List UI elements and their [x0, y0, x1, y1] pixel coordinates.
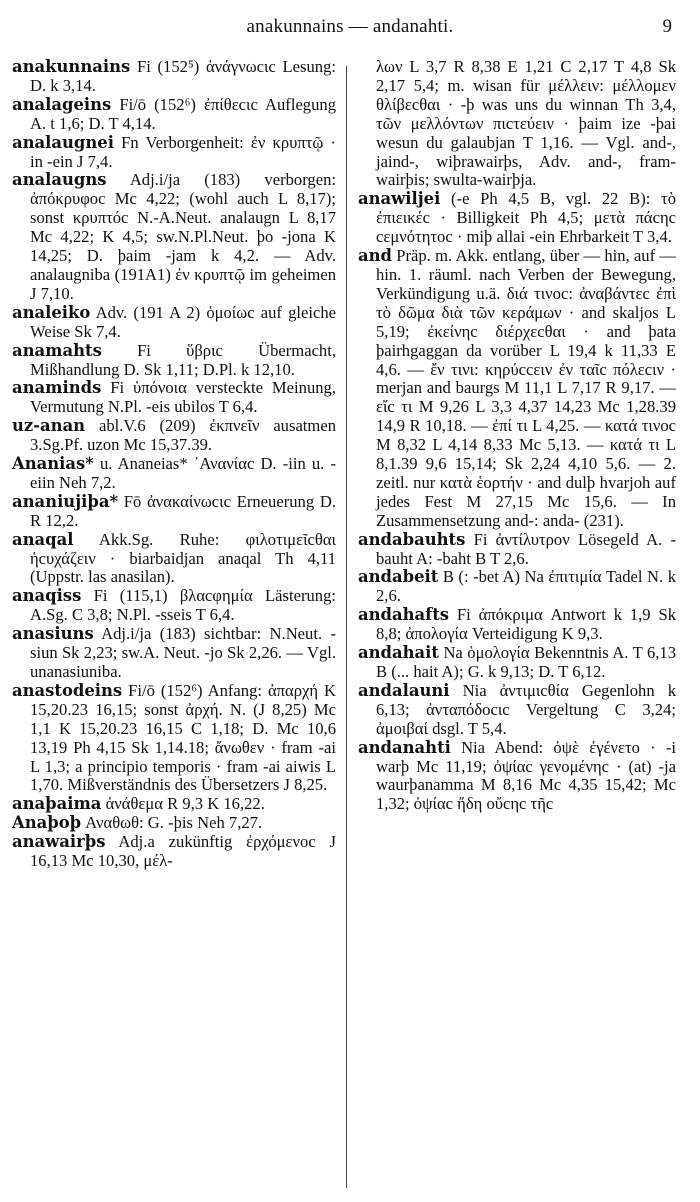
- entry-headword: andabauhts: [358, 529, 466, 549]
- entry-headword: anaqal: [12, 529, 74, 549]
- entry-definition: Fō ἀνακαίνωcιc Erneuerung D. R 12,2.: [30, 491, 337, 530]
- entry-definition: u. Ananeias* ᾿Ανανίαc D. -iin u. -eiin Neh 7,2.: [30, 454, 336, 492]
- dictionary-entry: [358, 568, 676, 606]
- entry-definition: Fi (115,1) βλαcφημία Lästerung: A.Sg. C 3,8; N.Pl. -sseis T 6,4.: [30, 586, 336, 625]
- entry-headword: Ananias*: [12, 454, 94, 474]
- entry-headword: anaþaima: [12, 794, 102, 814]
- right-column: [358, 58, 676, 814]
- dictionary-entry: [12, 96, 336, 134]
- dictionary-entry: [12, 171, 336, 303]
- entry-headword: anasiuns: [12, 624, 94, 644]
- entry-definition: Fi ὕβριc Übermacht, Mißhandlung D. Sk 1,11; D.Pl. k 12,10.: [30, 340, 336, 379]
- entry-definition: Nia ἀντιμιcθία Gegenlohn k 6,13; ἀνταπόδοcιc Vergeltung C 3,24; ἀμοιβαί dsgl. T 5,4.: [376, 680, 676, 738]
- dictionary-entry: [12, 682, 336, 795]
- entry-definition: ἀνάθεμα R 9,3 K 16,22.: [105, 794, 265, 814]
- entry-headword: andahafts: [358, 605, 450, 625]
- entry-headword: analageins: [12, 94, 112, 114]
- entry-headword: anamahts: [12, 340, 102, 360]
- entry-headword: andanahti: [358, 737, 451, 757]
- dictionary-entry: [358, 739, 676, 815]
- entry-headword: anaminds: [12, 378, 102, 398]
- entry-definition: Fi/ō (152⁶) ἐπίθεcιc Auflegung A. t 1,6; D. T 4,14.: [30, 94, 336, 133]
- running-head: [0, 16, 700, 42]
- left-column: [12, 58, 336, 871]
- entry-definition: Präp. m. Akk. entlang, über — hin, auf — hin. 1. räuml. nach Verben der Bewegung, Verkündigung u.ä. διά τινοc: ἀναβάντεc ἐπὶ τὸ δῶμα διὰ τῶν κεράμων · and skaljos L 5,19; ἐκείνηc διέρχεcθαι · and þata þairhgaggan da vorüber L 19,4 k 11,33 E 4,6. — ἔν τινι: κηρύccειν ἐν ταῖc πόλεcιν · merjan and baurgs M 11,1 L 7,17 R 9,17. — εἴc τι M 9,26 L 3,3 4,37 14,23 Mc 1,28.39 14,9 R 10,18. — ἐπί τι L 4,25. — κατά τινοc M 8,32 L 4,14 8,33 Mc 5,13. — κατά τι L 8,1.39 9,6 15,14; Sk 2,24 4,10 5,6. — 2. zeitl. nur κατὰ ἑορτήν · and dulþ hvarjoh auf jedes Fest M 27,15 Mc 15,6. — In Zusammensetzung and-: anda- (231).: [376, 246, 676, 530]
- dictionary-entry: [358, 682, 676, 739]
- entry-definition: Fi ὑπόνοια versteckte Meinung, Vermutung N.Pl. -eis ubilos T 6,4.: [30, 378, 336, 417]
- dictionary-entry: [358, 190, 676, 247]
- entry-headword: analeiko: [12, 302, 91, 322]
- entry-definition: Na ὁμολογία Bekenntnis A. T 6,13 B (... hait A); G. k 9,13; D. T 6,12.: [376, 643, 676, 681]
- entry-headword: ananiujiþa*: [12, 491, 119, 511]
- dictionary-entry: [12, 342, 336, 380]
- dictionary-entry: [358, 606, 676, 644]
- entry-headword: anakunnains: [12, 57, 131, 76]
- dictionary-entry: [358, 58, 676, 190]
- entry-headword: analaugnei: [12, 132, 114, 152]
- entry-definition: Adv. (191 A 2) ὁμοίωc auf gleiche Weise Sk 7,4.: [30, 302, 336, 341]
- entry-definition: B (: -bet A) Na ἐπιτιμία Tadel N. k 2,6.: [376, 567, 676, 606]
- dictionary-entry: [358, 531, 676, 569]
- entry-headword: uz-anan: [12, 416, 86, 436]
- entry-definition: Adj.i/ja (183) verborgen: ἀπόκρυφοc Mc 4,22; (wohl auch L 8,17); sonst κρυπτόc N.-A.Neut. analaugn L 8,17 Mc 4,22; K 4,5; sw.N.Pl.Neut. þo -jona K 14,25; D. þaim -jam k 4,2. — Adv. analaugniba (191A1) ἐν κρυπτῷ im geheimen J 7,10.: [30, 170, 336, 303]
- entry-definition: Fi/ō (152⁶) Anfang: ἀπαρχή K 15,20.23 16,15; sonst ἀρχή. N. (J 8,25) Mc 1,1 K 15,20.23 16,15 C 1,18; D. Mc 10,6 13,19 Ph 4,15 Sk 1,14.18; ἄνωθεν · fram -ai L 1,3; a principio temporis · fram -ai aiwis L 1,70. Mißverständnis des Übersetzers J 8,25.: [30, 680, 336, 795]
- page-title: anakunnains — andanahti.: [246, 16, 454, 37]
- dictionary-entry: [12, 625, 336, 682]
- dictionary-entry: [12, 58, 336, 96]
- entry-headword: andahait: [358, 643, 439, 663]
- entry-headword: and: [358, 246, 392, 266]
- entry-definition: Αναθωθ: G. -þis Neh 7,27.: [85, 813, 263, 833]
- dictionary-entry: [12, 379, 336, 417]
- entry-headword: anaqiss: [12, 586, 82, 606]
- entry-definition: Adj.a zukünftig ἐρχόμενοc J 16,13 Mc 10,30, μέλ-: [30, 832, 337, 871]
- entry-definition: Fi ἀπόκριμα Antwort k 1,9 Sk 8,8; ἀπολογία Verteidigung K 9,3.: [376, 605, 676, 644]
- dictionary-entry: [12, 531, 336, 588]
- entry-headword: andalauni: [358, 680, 450, 700]
- entry-headword: Anaþoþ: [12, 813, 82, 833]
- dictionary-entry: [12, 795, 336, 814]
- entry-headword: anawairþs: [12, 832, 106, 852]
- entry-definition: Nia Abend: ὀψὲ ἐγένετο · -i warþ Mc 11,19; ὀψίαc γενομένηc · (at) -ja waurþanamma M 8,16 Mc 4,35 15,42; Mc 1,32; ὀψίαc ἤδη οὔcηc τῆc: [376, 737, 676, 814]
- entry-definition: Akk.Sg. Ruhe: φιλοτιμεῖcθαι ἡcυχάζειν · biarbaidjan anaqal Th 4,11 (Uppstr. las anasilan).: [30, 529, 337, 587]
- entry-definition: abl.V.6 (209) ἐκπνεῖν ausatmen 3.Sg.Pf. uzon Mc 15,37.39.: [30, 416, 336, 455]
- column-divider: [346, 66, 347, 1188]
- dictionary-entry: [358, 644, 676, 682]
- entry-definition: λων L 3,7 R 8,38 E 1,21 C 2,17 T 4,8 Sk 2,17 5,4; m. wisan für μέλλειν: μέλλομεν θλίβεcθαι · -þ was uns du winnan Th 3,4, τῶν μελλόντων πιcτεύειν · þaim ize -þai wesun du galaubjan T 1,16. — Vgl. and-, jaind-, wiþrawairþs, Adv. and-, fram-wairþis; swulta-wairþja.: [376, 57, 676, 190]
- dictionary-entry: [358, 247, 676, 531]
- page-number: 9: [662, 16, 672, 37]
- entry-definition: Fi ἀντίλυτρον Lösegeld A. -bauht A: -baht B T 2,6.: [376, 529, 676, 568]
- dictionary-entry: [12, 814, 336, 833]
- entry-headword: analaugns: [12, 170, 107, 190]
- dictionary-entry: [12, 587, 336, 625]
- dictionary-entry: [12, 455, 336, 493]
- dictionary-entry: [12, 833, 336, 871]
- dictionary-entry: [12, 304, 336, 342]
- dictionary-entry: [12, 417, 336, 455]
- entry-headword: anawiljei: [358, 189, 441, 209]
- entry-definition: Fn Verborgenheit: ἐν κρυπτῷ · in -ein J 7,4.: [30, 132, 336, 171]
- dictionary-entry: [12, 134, 336, 172]
- entry-definition: Fi (152⁵) ἀνάγνωcιc Lesung: D. k 3,14.: [30, 57, 336, 95]
- entry-definition: Adj.i/ja (183) sichtbar: N.Neut. -siun Sk 2,23; sw.A. Neut. -jo Sk 2,26. — Vgl. unanasiuniba.: [30, 624, 336, 681]
- dictionary-entry: [12, 493, 336, 531]
- entry-headword: anastodeins: [12, 680, 123, 700]
- entry-definition: (-e Ph 4,5 B, vgl. 22 B): τὸ ἐπιεικέc · Billigkeit Ph 4,5; μετὰ πάcηc cεμνότητοc · miþ allai -ein Ehrbarkeit T 3,4.: [376, 189, 676, 247]
- entry-headword: andabeit: [358, 567, 439, 587]
